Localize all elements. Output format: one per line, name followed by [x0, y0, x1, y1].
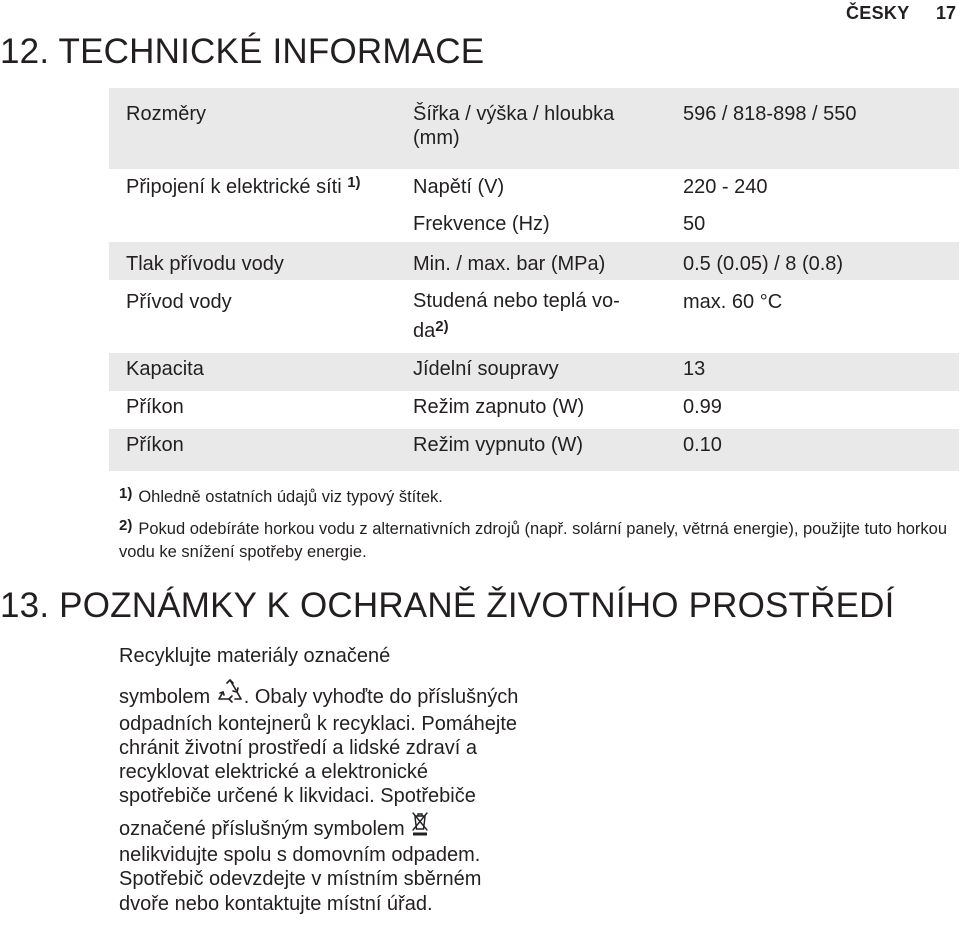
spec-parameter: Šířka / výška / hloubka (mm)	[396, 88, 666, 169]
spec-label: Tlak přívodu vody	[109, 242, 396, 280]
spec-value: 0.10	[666, 429, 959, 471]
table-row	[109, 204, 959, 242]
spec-label: Kapacita	[109, 353, 396, 391]
spec-value: 596 / 818-898 / 550	[666, 88, 959, 169]
spec-value: 13	[666, 353, 959, 391]
spec-parameter: Režim vypnuto (W)	[396, 429, 666, 471]
footnote-mark: 1)	[119, 485, 133, 502]
footnote-text: Ohledně ostatních údajů viz typový štítek.	[138, 488, 443, 506]
table-row	[109, 429, 959, 471]
env-text-part: Recyklujte materiály označené	[119, 645, 391, 667]
spec-label: Příkon	[109, 429, 396, 471]
spec-label: Připojení k elektrické síti $^{1)}$	[126, 174, 361, 198]
table-row	[109, 169, 959, 204]
spec-parameter: Režim zapnuto (W)	[413, 396, 585, 418]
env-text-part: nelikvidujte spolu s domovním odpadem. Spotřebič odevzdejte v místním sběrném dvoře nebo kontaktujte místní úřad.	[119, 844, 482, 915]
footnote-ref: 2)	[435, 318, 449, 335]
spec-parameter: Jídelní soupravy	[396, 353, 666, 391]
spec-value: 220 - 240	[683, 176, 768, 198]
technical-specs-table	[109, 88, 959, 471]
table-row	[109, 242, 959, 280]
header-language: ČESKY	[846, 3, 910, 23]
spec-label: Příkon	[126, 396, 184, 418]
spec-value: max. 60 °C	[683, 291, 783, 313]
table-row	[109, 88, 959, 169]
spec-parameter: Studená nebo teplá vo- da$^{2)}$	[413, 290, 620, 342]
spec-parameter: Min. / max. bar (MPa)	[396, 242, 666, 280]
page-number: 17	[936, 3, 957, 23]
env-text-part: symbolem	[119, 686, 211, 709]
footnote-mark: 2)	[119, 517, 133, 534]
env-text-part: . Obaly vyhoďte do příslušných odpadních kontejnerů k recyklaci. Pomáhejte chránit životní prostředí a lidské zdraví a recyklovat elektrické a elektronické spotřebiče určené k likvidaci. Spotřebiče označené příslušným symbolem	[119, 686, 519, 840]
footnote-1	[119, 482, 949, 509]
table-row	[109, 353, 959, 391]
recycle-icon	[216, 679, 244, 711]
table-row	[109, 391, 959, 429]
footnote-text: Pokud odebíráte horkou vodu z alternativních zdrojů (např. solární panely, větrná energie), použijte tuto horkou vodu ke snížení spotřeby energie.	[119, 520, 948, 561]
spec-label	[109, 204, 396, 242]
footnote-2	[119, 514, 949, 564]
spec-value: 0.99	[683, 396, 722, 418]
environment-paragraph	[119, 644, 519, 916]
spec-label: Přívod vody	[126, 291, 232, 313]
spec-value: 0.5 (0.05) / 8 (0.8)	[666, 242, 959, 280]
spec-value: 50	[683, 213, 706, 235]
crossed-out-bin-icon	[410, 809, 430, 843]
table-row	[109, 280, 959, 353]
spec-parameter: Napětí (V)	[413, 176, 505, 198]
section-12-title: 12. TECHNICKÉ INFORMACE	[0, 32, 485, 71]
spec-parameter: Frekvence (Hz)	[413, 213, 550, 235]
footnote-ref: 1)	[347, 174, 361, 191]
footnotes	[119, 482, 949, 569]
spec-label: Rozměry	[109, 88, 396, 169]
section-13-title: 13. POZNÁMKY K OCHRANĚ ŽIVOTNÍHO PROSTŘEDÍ	[0, 586, 895, 625]
